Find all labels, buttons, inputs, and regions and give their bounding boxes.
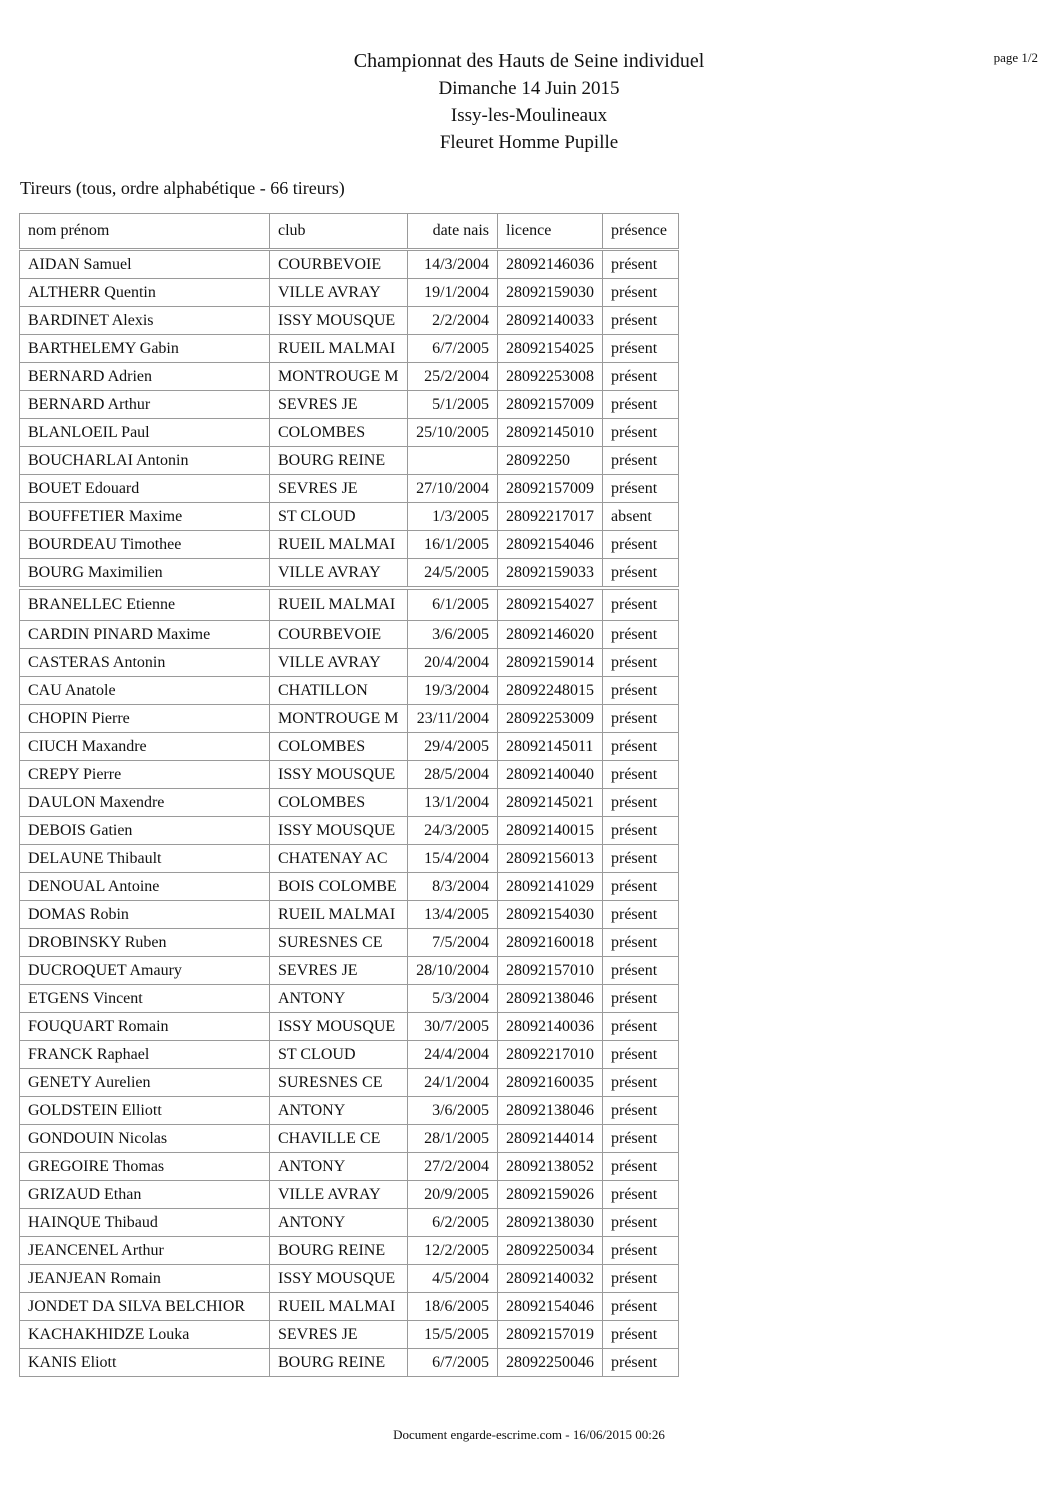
competition-location: Issy-les-Moulineaux	[450, 105, 608, 126]
cell-name: BRANELLEC Etienne	[20, 588, 270, 621]
cell-licence: 28092154046	[498, 531, 603, 559]
cell-presence: présent	[603, 789, 679, 817]
cell-licence: 28092140032	[498, 1265, 603, 1293]
cell-presence: présent	[603, 817, 679, 845]
cell-birthdate: 28/5/2004	[408, 761, 498, 789]
cell-name: ALTHERR Quentin	[20, 279, 270, 307]
cell-presence: présent	[603, 1181, 679, 1209]
cell-licence: 28092145021	[498, 789, 603, 817]
cell-licence: 28092138046	[498, 1097, 603, 1125]
cell-licence: 28092138046	[498, 985, 603, 1013]
cell-presence: présent	[603, 985, 679, 1013]
cell-name: BARTHELEMY Gabin	[20, 335, 270, 363]
cell-name: BLANLOEIL Paul	[20, 419, 270, 447]
cell-presence: présent	[603, 475, 679, 503]
cell-licence: 28092159026	[498, 1181, 603, 1209]
cell-birthdate: 18/6/2005	[408, 1293, 498, 1321]
cell-licence: 28092253008	[498, 363, 603, 391]
cell-licence: 28092140036	[498, 1013, 603, 1041]
column-header-birthdate: date nais	[408, 214, 498, 250]
cell-presence: présent	[603, 957, 679, 985]
cell-name: GOLDSTEIN Elliott	[20, 1097, 270, 1125]
cell-club: COLOMBES	[270, 419, 408, 447]
cell-name: DROBINSKY Ruben	[20, 929, 270, 957]
cell-name: CASTERAS Antonin	[20, 649, 270, 677]
cell-birthdate: 6/1/2005	[408, 588, 498, 621]
cell-name: BOURDEAU Timothee	[20, 531, 270, 559]
cell-presence: présent	[603, 901, 679, 929]
cell-presence: présent	[603, 1125, 679, 1153]
cell-licence: 28092140040	[498, 761, 603, 789]
cell-name: ETGENS Vincent	[20, 985, 270, 1013]
cell-birthdate: 5/3/2004	[408, 985, 498, 1013]
cell-name: DUCROQUET Amaury	[20, 957, 270, 985]
cell-name: BOUET Edouard	[20, 475, 270, 503]
cell-name: JEANJEAN Romain	[20, 1265, 270, 1293]
cell-name: GRIZAUD Ethan	[20, 1181, 270, 1209]
cell-licence: 28092250	[498, 447, 603, 475]
table-row	[20, 1237, 679, 1265]
cell-licence: 28092217017	[498, 503, 603, 531]
table-row	[20, 1097, 679, 1125]
cell-club: SURESNES CE	[270, 1069, 408, 1097]
cell-birthdate: 7/5/2004	[408, 929, 498, 957]
cell-presence: présent	[603, 1293, 679, 1321]
cell-club: VILLE AVRAY	[270, 1181, 408, 1209]
cell-name: GENETY Aurelien	[20, 1069, 270, 1097]
cell-birthdate: 27/2/2004	[408, 1153, 498, 1181]
cell-presence: présent	[603, 279, 679, 307]
cell-club: SEVRES JE	[270, 1321, 408, 1349]
cell-name: BARDINET Alexis	[20, 307, 270, 335]
document-footer: Document engarde-escrime.com - 16/06/2015 00:26	[393, 1427, 665, 1442]
table-row	[20, 1013, 679, 1041]
cell-birthdate	[408, 447, 498, 475]
cell-birthdate: 13/1/2004	[408, 789, 498, 817]
table-row	[20, 1321, 679, 1349]
cell-club: CHAVILLE CE	[270, 1125, 408, 1153]
cell-club: RUEIL MALMAI	[270, 1293, 408, 1321]
cell-presence: présent	[603, 761, 679, 789]
table-row	[20, 705, 679, 733]
cell-birthdate: 25/10/2005	[408, 419, 498, 447]
table-row	[20, 677, 679, 705]
cell-birthdate: 23/11/2004	[408, 705, 498, 733]
cell-birthdate: 19/1/2004	[408, 279, 498, 307]
cell-club: RUEIL MALMAI	[270, 335, 408, 363]
cell-name: KANIS Eliott	[20, 1349, 270, 1377]
cell-licence: 28092138030	[498, 1209, 603, 1237]
cell-club: RUEIL MALMAI	[270, 531, 408, 559]
table-row	[20, 447, 679, 475]
cell-licence: 28092141029	[498, 873, 603, 901]
cell-presence: présent	[603, 621, 679, 649]
cell-name: JONDET DA SILVA BELCHIOR	[20, 1293, 270, 1321]
cell-name: BOUFFETIER Maxime	[20, 503, 270, 531]
table-row	[20, 873, 679, 901]
cell-name: JEANCENEL Arthur	[20, 1237, 270, 1265]
cell-birthdate: 14/3/2004	[408, 250, 498, 279]
cell-presence: présent	[603, 559, 679, 589]
cell-licence: 28092159030	[498, 279, 603, 307]
table-row	[20, 761, 679, 789]
table-row	[20, 475, 679, 503]
cell-club: VILLE AVRAY	[270, 649, 408, 677]
document-header	[0, 48, 1058, 156]
cell-presence: présent	[603, 250, 679, 279]
cell-presence: présent	[603, 1013, 679, 1041]
cell-licence: 28092159014	[498, 649, 603, 677]
cell-birthdate: 24/3/2005	[408, 817, 498, 845]
table-row	[20, 845, 679, 873]
cell-licence: 28092145011	[498, 733, 603, 761]
cell-name: GONDOUIN Nicolas	[20, 1125, 270, 1153]
table-row	[20, 1041, 679, 1069]
table-row	[20, 929, 679, 957]
cell-club: MONTROUGE M	[270, 705, 408, 733]
cell-presence: présent	[603, 845, 679, 873]
table-row	[20, 559, 679, 589]
table-row	[20, 391, 679, 419]
cell-presence: présent	[603, 649, 679, 677]
cell-birthdate: 3/6/2005	[408, 621, 498, 649]
cell-licence: 28092157019	[498, 1321, 603, 1349]
cell-club: ISSY MOUSQUE	[270, 307, 408, 335]
cell-club: VILLE AVRAY	[270, 559, 408, 589]
table-row	[20, 1293, 679, 1321]
cell-licence: 28092160018	[498, 929, 603, 957]
cell-birthdate: 19/3/2004	[408, 677, 498, 705]
table-row	[20, 1349, 679, 1377]
cell-presence: présent	[603, 705, 679, 733]
cell-birthdate: 29/4/2005	[408, 733, 498, 761]
cell-birthdate: 28/10/2004	[408, 957, 498, 985]
table-row	[20, 363, 679, 391]
cell-licence: 28092160035	[498, 1069, 603, 1097]
cell-licence: 28092154046	[498, 1293, 603, 1321]
cell-birthdate: 24/5/2005	[408, 559, 498, 589]
cell-presence: présent	[603, 391, 679, 419]
cell-club: ISSY MOUSQUE	[270, 817, 408, 845]
cell-licence: 28092140015	[498, 817, 603, 845]
cell-birthdate: 25/2/2004	[408, 363, 498, 391]
column-header-club: club	[270, 214, 408, 250]
table-row	[20, 957, 679, 985]
cell-name: BERNARD Arthur	[20, 391, 270, 419]
cell-licence: 28092248015	[498, 677, 603, 705]
cell-licence: 28092157010	[498, 957, 603, 985]
cell-birthdate: 4/5/2004	[408, 1265, 498, 1293]
column-header-licence: licence	[498, 214, 603, 250]
cell-club: BOURG REINE	[270, 447, 408, 475]
cell-presence: présent	[603, 447, 679, 475]
cell-birthdate: 24/1/2004	[408, 1069, 498, 1097]
cell-licence: 28092154027	[498, 588, 603, 621]
cell-birthdate: 16/1/2005	[408, 531, 498, 559]
cell-name: KACHAKHIDZE Louka	[20, 1321, 270, 1349]
cell-birthdate: 28/1/2005	[408, 1125, 498, 1153]
cell-presence: présent	[603, 335, 679, 363]
cell-presence: présent	[603, 873, 679, 901]
cell-presence: présent	[603, 1069, 679, 1097]
cell-birthdate: 20/9/2005	[408, 1181, 498, 1209]
cell-club: COURBEVOIE	[270, 621, 408, 649]
cell-name: CIUCH Maxandre	[20, 733, 270, 761]
cell-club: CHATENAY AC	[270, 845, 408, 873]
cell-club: MONTROUGE M	[270, 363, 408, 391]
column-header-name: nom prénom	[20, 214, 270, 250]
cell-club: SEVRES JE	[270, 475, 408, 503]
cell-birthdate: 2/2/2004	[408, 307, 498, 335]
table-row	[20, 901, 679, 929]
cell-club: ANTONY	[270, 1153, 408, 1181]
cell-name: HAINQUE Thibaud	[20, 1209, 270, 1237]
cell-licence: 28092146020	[498, 621, 603, 649]
cell-presence: présent	[603, 1349, 679, 1377]
cell-presence: présent	[603, 531, 679, 559]
cell-name: CHOPIN Pierre	[20, 705, 270, 733]
table-row	[20, 531, 679, 559]
cell-name: DAULON Maxendre	[20, 789, 270, 817]
cell-presence: présent	[603, 1209, 679, 1237]
cell-birthdate: 30/7/2005	[408, 1013, 498, 1041]
competition-title: Championnat des Hauts de Seine individuel	[353, 50, 705, 72]
table-row	[20, 1181, 679, 1209]
cell-birthdate: 6/7/2005	[408, 1349, 498, 1377]
cell-licence: 28092140033	[498, 307, 603, 335]
cell-club: SURESNES CE	[270, 929, 408, 957]
cell-presence: présent	[603, 733, 679, 761]
cell-name: FRANCK Raphael	[20, 1041, 270, 1069]
cell-club: BOIS COLOMBE	[270, 873, 408, 901]
cell-presence: présent	[603, 929, 679, 957]
cell-name: FOUQUART Romain	[20, 1013, 270, 1041]
cell-licence: 28092154030	[498, 901, 603, 929]
table-row	[20, 985, 679, 1013]
cell-club: ANTONY	[270, 1209, 408, 1237]
cell-club: ISSY MOUSQUE	[270, 1265, 408, 1293]
cell-club: ANTONY	[270, 985, 408, 1013]
cell-club: CHATILLON	[270, 677, 408, 705]
list-subtitle: Tireurs (tous, ordre alphabétique - 66 tireurs)	[20, 178, 345, 198]
cell-club: ISSY MOUSQUE	[270, 1013, 408, 1041]
cell-licence: 28092250034	[498, 1237, 603, 1265]
table-header-row	[20, 214, 679, 250]
cell-name: DEBOIS Gatien	[20, 817, 270, 845]
competition-date: Dimanche 14 Juin 2015	[438, 78, 620, 99]
table-row	[20, 503, 679, 531]
table-row	[20, 307, 679, 335]
cell-presence: présent	[603, 1265, 679, 1293]
cell-club: ST CLOUD	[270, 1041, 408, 1069]
cell-presence: absent	[603, 503, 679, 531]
cell-licence: 28092157009	[498, 475, 603, 503]
cell-birthdate: 1/3/2005	[408, 503, 498, 531]
table-row	[20, 817, 679, 845]
cell-club: SEVRES JE	[270, 957, 408, 985]
page-number: page 1/2	[993, 50, 1038, 65]
cell-birthdate: 20/4/2004	[408, 649, 498, 677]
cell-club: ST CLOUD	[270, 503, 408, 531]
cell-presence: présent	[603, 1153, 679, 1181]
cell-club: VILLE AVRAY	[270, 279, 408, 307]
cell-birthdate: 12/2/2005	[408, 1237, 498, 1265]
cell-birthdate: 3/6/2005	[408, 1097, 498, 1125]
cell-licence: 28092145010	[498, 419, 603, 447]
cell-name: CREPY Pierre	[20, 761, 270, 789]
table-row	[20, 1069, 679, 1097]
cell-presence: présent	[603, 677, 679, 705]
cell-birthdate: 5/1/2005	[408, 391, 498, 419]
cell-licence: 28092146036	[498, 250, 603, 279]
table-row	[20, 649, 679, 677]
cell-licence: 28092159033	[498, 559, 603, 589]
cell-licence: 28092157009	[498, 391, 603, 419]
cell-licence: 28092138052	[498, 1153, 603, 1181]
cell-presence: présent	[603, 1097, 679, 1125]
cell-presence: présent	[603, 363, 679, 391]
cell-birthdate: 15/5/2005	[408, 1321, 498, 1349]
cell-name: CARDIN PINARD Maxime	[20, 621, 270, 649]
cell-presence: présent	[603, 1237, 679, 1265]
cell-birthdate: 8/3/2004	[408, 873, 498, 901]
cell-club: BOURG REINE	[270, 1237, 408, 1265]
cell-name: BERNARD Adrien	[20, 363, 270, 391]
cell-club: RUEIL MALMAI	[270, 901, 408, 929]
competition-category: Fleuret Homme Pupille	[439, 132, 619, 153]
cell-name: GREGOIRE Thomas	[20, 1153, 270, 1181]
table-row	[20, 250, 679, 279]
table-row	[20, 588, 679, 621]
cell-name: BOUCHARLAI Antonin	[20, 447, 270, 475]
cell-licence: 28092156013	[498, 845, 603, 873]
cell-birthdate: 15/4/2004	[408, 845, 498, 873]
cell-licence: 28092154025	[498, 335, 603, 363]
cell-licence: 28092144014	[498, 1125, 603, 1153]
table-row	[20, 419, 679, 447]
cell-presence: présent	[603, 1321, 679, 1349]
fencers-table	[19, 213, 679, 1377]
cell-presence: présent	[603, 419, 679, 447]
table-row	[20, 733, 679, 761]
cell-name: AIDAN Samuel	[20, 250, 270, 279]
cell-presence: présent	[603, 588, 679, 621]
table-row	[20, 621, 679, 649]
column-header-presence: présence	[603, 214, 679, 250]
cell-licence: 28092217010	[498, 1041, 603, 1069]
cell-club: ANTONY	[270, 1097, 408, 1125]
cell-club: COLOMBES	[270, 733, 408, 761]
table-row	[20, 1153, 679, 1181]
cell-club: COURBEVOIE	[270, 250, 408, 279]
table-row	[20, 1265, 679, 1293]
table-row	[20, 789, 679, 817]
cell-club: COLOMBES	[270, 789, 408, 817]
cell-name: CAU Anatole	[20, 677, 270, 705]
cell-club: RUEIL MALMAI	[270, 588, 408, 621]
cell-birthdate: 6/2/2005	[408, 1209, 498, 1237]
cell-licence: 28092250046	[498, 1349, 603, 1377]
table-row	[20, 1125, 679, 1153]
cell-name: DOMAS Robin	[20, 901, 270, 929]
cell-licence: 28092253009	[498, 705, 603, 733]
table-row	[20, 279, 679, 307]
table-row	[20, 335, 679, 363]
cell-presence: présent	[603, 1041, 679, 1069]
cell-club: ISSY MOUSQUE	[270, 761, 408, 789]
cell-birthdate: 24/4/2004	[408, 1041, 498, 1069]
cell-birthdate: 27/10/2004	[408, 475, 498, 503]
cell-club: SEVRES JE	[270, 391, 408, 419]
cell-club: BOURG REINE	[270, 1349, 408, 1377]
cell-name: DELAUNE Thibault	[20, 845, 270, 873]
cell-name: DENOUAL Antoine	[20, 873, 270, 901]
cell-birthdate: 6/7/2005	[408, 335, 498, 363]
table-row	[20, 1209, 679, 1237]
cell-name: BOURG Maximilien	[20, 559, 270, 589]
cell-presence: présent	[603, 307, 679, 335]
cell-birthdate: 13/4/2005	[408, 901, 498, 929]
